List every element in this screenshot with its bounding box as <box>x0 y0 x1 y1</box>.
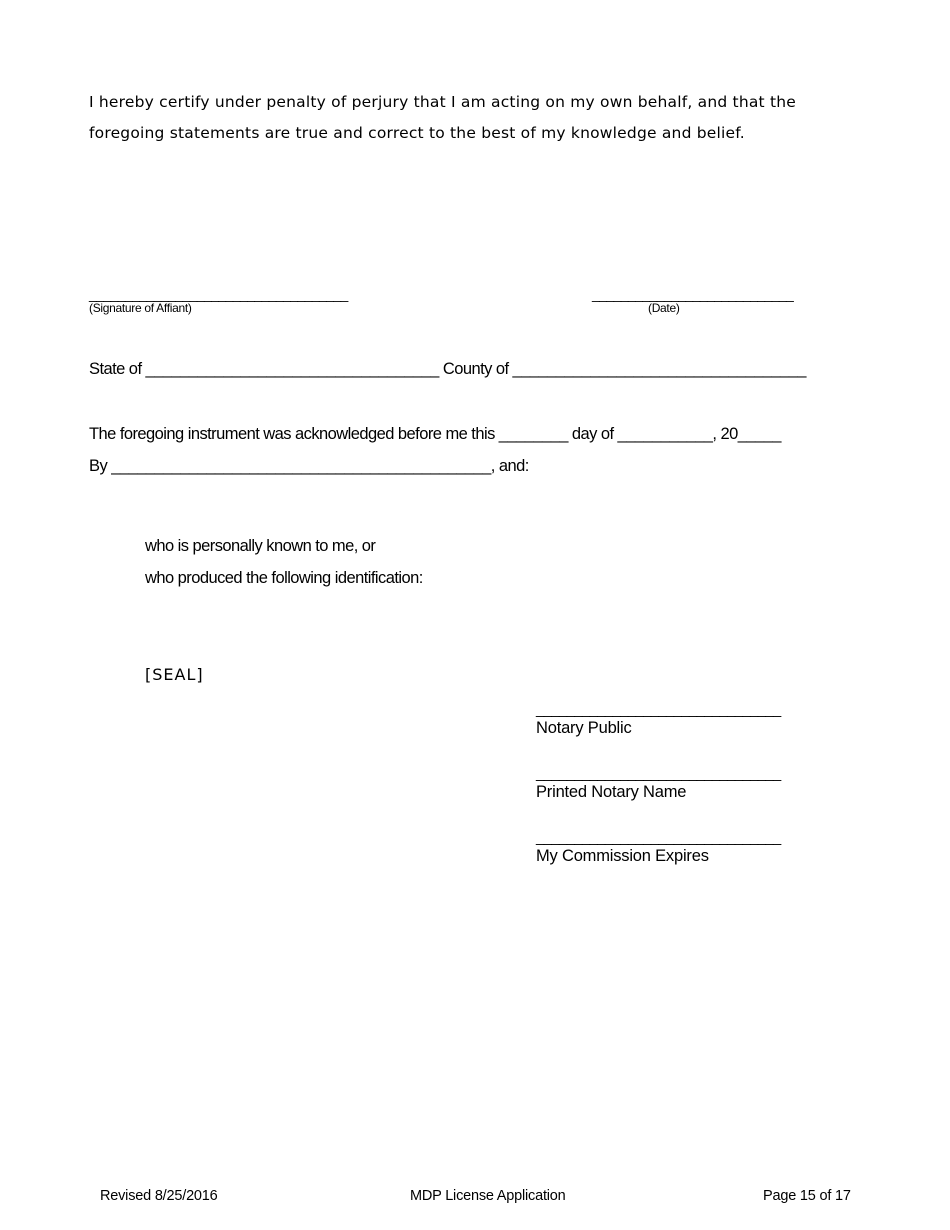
certification-line-1: I hereby certify under penalty of perjury that I am acting on my own behalf, and that the <box>89 93 796 111</box>
produced-identification-option: who produced the following identification: <box>145 569 423 587</box>
printed-notary-name-label: Printed Notary Name <box>536 783 687 801</box>
date-line[interactable]: ____________________________ <box>592 286 794 302</box>
commission-expires-line[interactable]: ________________________________ <box>536 829 781 846</box>
certification-line-2: foregoing statements are true and correct to the best of my knowledge and belief. <box>89 124 745 142</box>
personally-known-option: who is personally known to me, or <box>145 537 376 555</box>
commission-expires-label: My Commission Expires <box>536 847 709 865</box>
footer-page-number: Page 15 of 17 <box>763 1188 851 1204</box>
footer-document-title: MDP License Application <box>410 1188 566 1204</box>
notary-public-label: Notary Public <box>536 719 632 737</box>
seal-placeholder: [SEAL] <box>145 665 204 684</box>
printed-notary-name-line[interactable]: ________________________________ <box>536 765 781 782</box>
acknowledgment-line[interactable]: The foregoing instrument was acknowledged before me this ________ day of ___________, 20_____ <box>89 425 781 443</box>
date-caption: (Date) <box>648 301 680 315</box>
affiant-signature-caption: (Signature of Affiant) <box>89 301 192 315</box>
acknowledged-by-line[interactable]: By ____________________________________________, and: <box>89 457 529 475</box>
affiant-signature-line[interactable]: ____________________________________ <box>89 286 348 302</box>
certification-statement <box>89 87 829 149</box>
footer-revised-date: Revised 8/25/2016 <box>100 1188 218 1204</box>
state-county-line[interactable]: State of __________________________________ County of __________________________________ <box>89 360 806 378</box>
notary-public-signature-line[interactable]: ________________________________ <box>536 701 781 718</box>
